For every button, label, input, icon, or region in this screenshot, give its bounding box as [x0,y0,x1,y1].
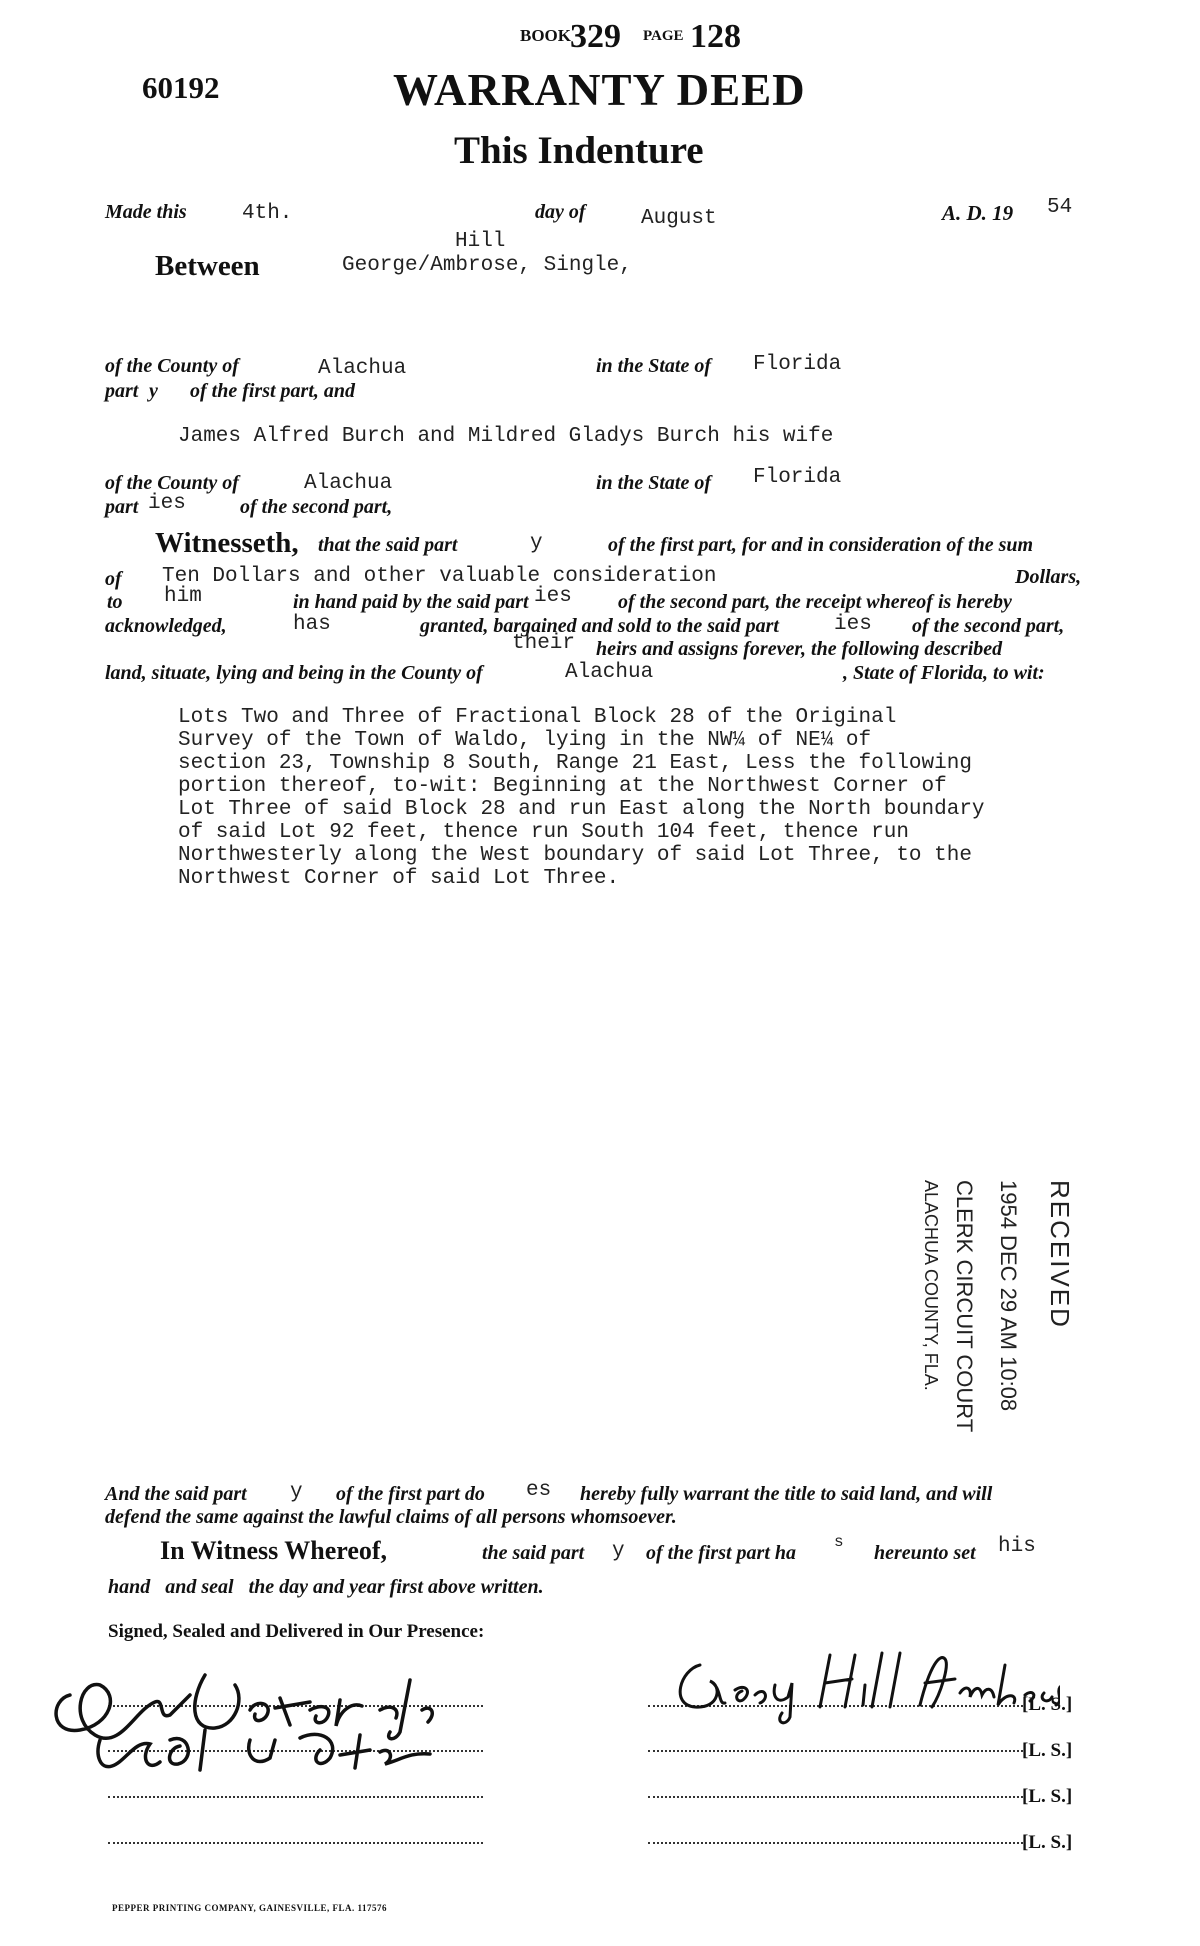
second-state-value: Florida [753,466,842,489]
grantor-signature [660,1635,1060,1725]
month-value: August [641,207,717,230]
book-number: 329 [570,18,621,55]
stamp-date: 1954 DEC 29 AM 10:08 [996,1180,1021,1412]
in-witness-label: In Witness Whereof, [160,1536,388,1565]
legal-line: Lots Two and Three of Fractional Block 28 of the Original [178,706,897,729]
printer-footer: PEPPER PRINTING COMPANY, GAINESVILLE, FLA. 117576 [112,1903,388,1913]
second-party-label-b: of the second part, [240,496,393,518]
legal-line: portion thereof, to-wit: Beginning at the Northwest Corner of [178,775,947,798]
first-party-name: George/Ambrose, Single, [342,254,632,277]
made-this-label: Made this [105,201,187,223]
first-state-value: Florida [753,353,842,376]
warranty-line1-c: hereby fully warrant the title to said land, and will [580,1483,993,1505]
witnesseth-acknowledged: acknowledged, [105,615,227,637]
legal-line: Survey of the Town of Waldo, lying in the NW¼ of NE¼ of [178,729,872,752]
legal-line: section 23, Township 8 South, Range 21 East, Less the following [178,752,972,775]
witness-line-3 [108,1796,483,1798]
first-party-suffix: y [149,380,158,402]
legal-line: Lot Three of said Block 28 and run East along the North boundary [178,798,985,821]
witnesseth-line4-suffix: ies [834,613,872,636]
page-label: PAGE [643,28,684,44]
has-value: has [293,613,331,636]
in-witness-suffix-y: y [612,1540,625,1563]
witnesseth-line4-c: of the second part, [912,615,1065,637]
document-subtitle: This Indenture [454,129,704,172]
warranty-line1-b: of the first part do [336,1483,485,1505]
consideration-value: Ten Dollars and other valuable consideration [162,565,717,588]
in-witness-text-b: of the first part ha [646,1542,797,1564]
to-whom-value: him [164,585,202,608]
their-value: their [512,632,576,655]
ls-label-1: [L. S.] [1022,1694,1073,1715]
first-party-label-b: of the first part, and [190,380,356,402]
legal-line: Northwesterly along the West boundary of said Lot Three, to the [178,844,972,867]
dollars-label: Dollars, [1015,566,1082,588]
witness-signatures [40,1640,500,1780]
witnesseth-line1-suffix: y [530,532,543,555]
witnesseth-label: Witnesseth, [155,527,299,559]
ls-label-3: [L. S.] [1022,1786,1073,1807]
first-party-label-a: part [105,380,139,402]
second-state-label: in the State of [596,472,712,494]
witnesseth-line6-a: land, situate, lying and being in the County of [105,662,483,684]
document-title: WARRANTY DEED [393,65,806,115]
stamp-county: ALACHUA COUNTY, FLA. [921,1180,941,1391]
presence-label: Signed, Sealed and Delivered in Our Presence: [108,1621,485,1642]
stamp-clerk: CLERK CIRCUIT COURT [952,1180,977,1433]
witnesseth-line4-b: granted, bargained and sold to the said part [420,615,779,637]
ad-label: A. D. 19 [942,201,1014,225]
witness-line-4 [108,1842,483,1844]
second-party-names: James Alfred Burch and Mildred Gladys Burch his wife [178,425,834,448]
warranty-line1-a: And the said part [105,1483,247,1505]
first-county-value: Alachua [318,357,407,380]
in-witness-text-c: hereunto set [874,1542,976,1564]
witnesseth-to: to [107,591,123,613]
in-witness-his: his [998,1535,1036,1558]
document-number: 60192 [142,70,220,105]
book-label: BOOK [520,26,572,45]
witnesseth-line3-c: of the second part, the receipt whereof is hereby [618,591,1012,613]
received-stamp [905,1180,1075,1433]
between-label: Between [155,250,260,282]
first-state-label: in the State of [596,355,712,377]
second-party-suffix: ies [148,492,186,515]
grantor-line-2 [648,1750,1023,1752]
ls-label-2: [L. S.] [1022,1740,1073,1761]
second-party-label-a: part [105,496,139,518]
witnesseth-line3-b: in hand paid by the said part [293,591,529,613]
in-witness-suffix-s: s [834,1533,844,1551]
witnesseth-line3-suffix: ies [534,585,572,608]
legal-line: Northwest Corner of said Lot Three. [178,867,620,890]
in-witness-text-a: the said part [482,1542,585,1564]
witnesseth-line1-a: that the said part [318,534,458,556]
legal-line: of said Lot 92 feet, thence run South 104 feet, thence run [178,821,909,844]
grantor-line-4 [648,1842,1023,1844]
witnesseth-line6-b: , State of Florida, to wit: [843,662,1045,684]
day-of-label: day of [535,201,586,223]
warranty-line1-suffix: y [290,1481,303,1504]
day-value: 4th. [242,202,293,225]
second-county-value: Alachua [304,472,393,495]
witnesseth-line1-b: of the first part, for and in consideration of the sum [608,534,1034,556]
ls-label-4: [L. S.] [1022,1832,1073,1853]
witnesseth-of: of [105,568,122,590]
year-value: 54 [1047,196,1073,219]
stamp-received: RECEIVED [1045,1180,1075,1329]
witnesseth-line5-b: heirs and assigns forever, the following described [596,638,1003,660]
first-county-label: of the County of [105,355,239,377]
name-insert-above: Hill [455,230,506,253]
second-county-label: of the County of [105,472,239,494]
grantor-line-3 [648,1796,1023,1798]
page-number: 128 [690,18,741,55]
warranty-line1-es: es [526,1479,552,1502]
warranty-line2: defend the same against the lawful claims of all persons whomsoever. [105,1506,677,1528]
in-witness-line2: hand and seal the day and year first above written. [108,1576,544,1598]
land-county-value: Alachua [565,661,654,684]
